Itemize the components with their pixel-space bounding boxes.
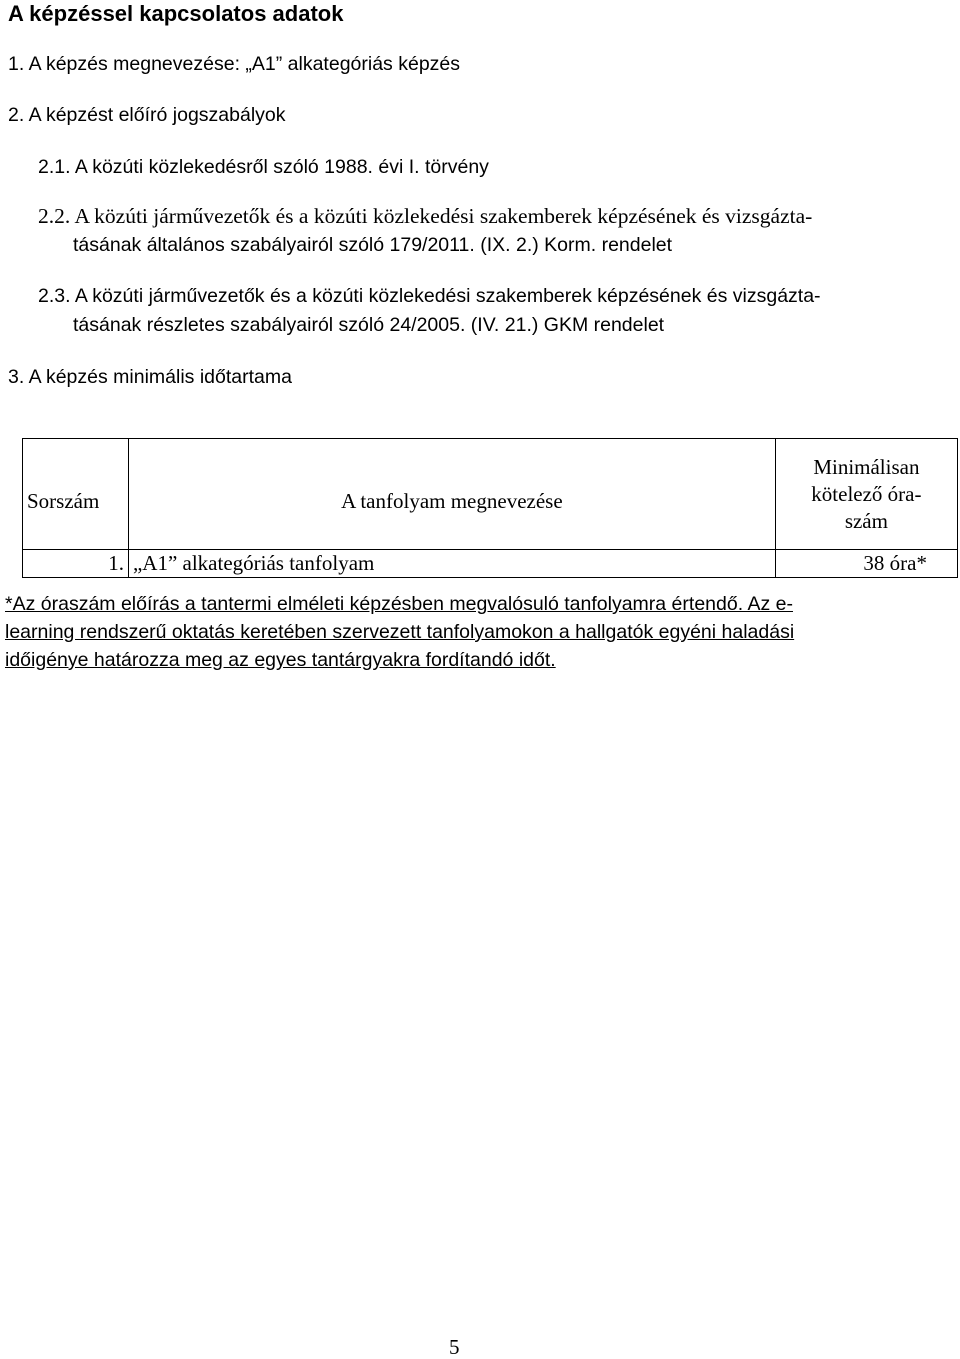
item-2-2-line2: tásának általános szabályairól szóló 179/2011. (IX. 2.) Korm. rendelet bbox=[73, 234, 673, 256]
page-number: 5 bbox=[449, 1335, 460, 1359]
item-2-1: 2.1. A közúti közlekedésről szóló 1988. évi I. törvény bbox=[38, 156, 489, 178]
footnote-line1-text: *Az óraszám előírás a tantermi elméleti képzésben megvalósuló tanfolyamra értendő. Az e- bbox=[5, 593, 793, 615]
item-2: 2. A képzést előíró jogszabályok bbox=[8, 104, 286, 126]
course-duration-table bbox=[22, 438, 958, 578]
table-header-row bbox=[23, 439, 958, 550]
footnote-line3-text: időigénye határozza meg az egyes tantárgyakra fordítandó időt. bbox=[5, 649, 556, 671]
item-2-3-line1: 2.3. A közúti járművezetők és a közúti közlekedési szakemberek képzésének és vizsgázta- bbox=[38, 285, 821, 307]
footnote-line1 bbox=[5, 590, 895, 618]
header-min-hours-line2: kötelező óra- bbox=[811, 481, 922, 506]
footnote bbox=[5, 590, 895, 674]
header-min-hours-line1: Minimálisan bbox=[813, 454, 920, 479]
header-course-name: A tanfolyam megnevezése bbox=[128, 439, 775, 550]
header-min-hours-line3: szám bbox=[844, 508, 888, 533]
row-hours: 38 óra* bbox=[775, 550, 957, 578]
item-2-2-line1: 2.2. A közúti járművezetők és a közúti közlekedési szakemberek képzésének és vizsgázta- bbox=[38, 204, 813, 228]
header-min-hours bbox=[775, 439, 957, 550]
footnote-line3 bbox=[5, 646, 895, 674]
table-row bbox=[23, 550, 958, 578]
item-2-3-line2: tásának részletes szabályairól szóló 24/2005. (IV. 21.) GKM rendelet bbox=[73, 314, 665, 336]
header-serial: Sorszám bbox=[23, 439, 129, 550]
item-3: 3. A képzés minimális időtartama bbox=[8, 366, 292, 388]
footnote-line2-text: learning rendszerű oktatás keretében szervezett tanfolyamokon a hallgatók egyéni haladási bbox=[5, 621, 795, 643]
section-heading: A képzéssel kapcsolatos adatok bbox=[8, 1, 344, 26]
row-course-name: „A1” alkategóriás tanfolyam bbox=[128, 550, 775, 578]
item-1: 1. A képzés megnevezése: „A1” alkategóriás képzés bbox=[8, 53, 461, 75]
row-serial: 1. bbox=[23, 550, 129, 578]
footnote-line2 bbox=[5, 618, 895, 646]
